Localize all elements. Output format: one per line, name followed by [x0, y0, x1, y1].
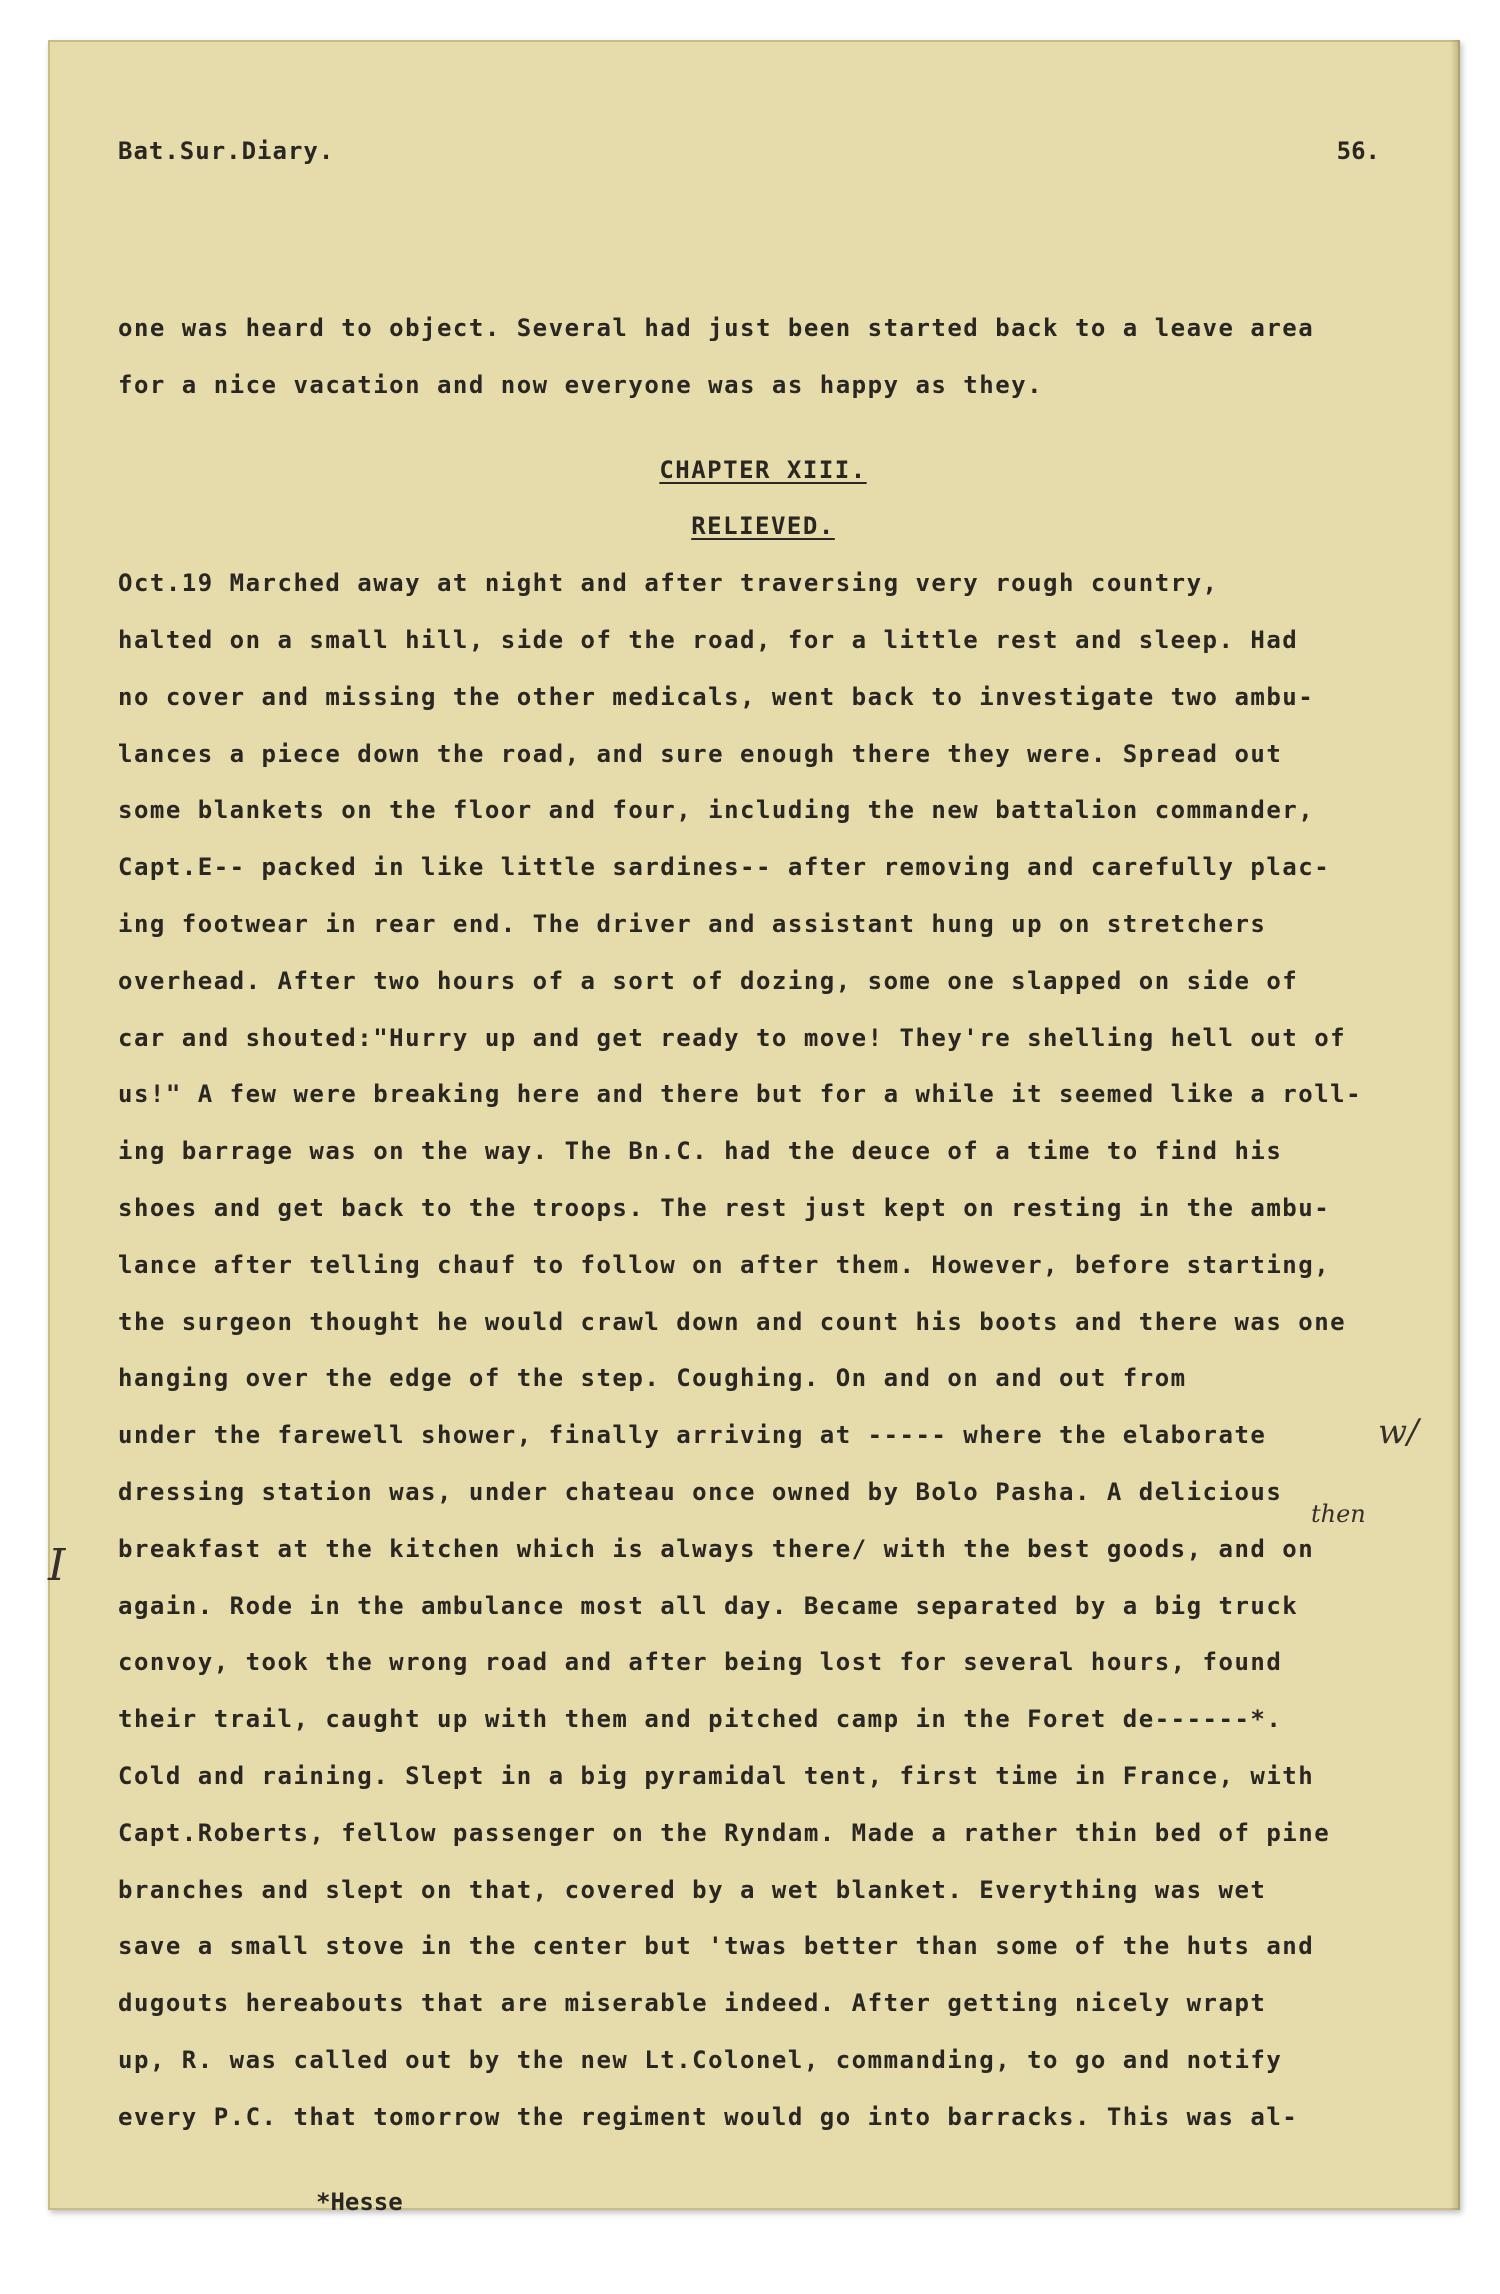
text-line: their trail, caught up with them and pitched camp in the Foret de------*. [118, 1705, 1283, 1734]
text-line: dressing station was, under chateau once owned by Bolo Pasha. A delicious [118, 1477, 1283, 1506]
text-line: shoes and get back to the troops. The rest just kept on resting in the ambu- [118, 1193, 1331, 1222]
text-line: lances a piece down the road, and sure enough there they were. Spread out [118, 739, 1283, 768]
text-line: convoy, took the wrong road and after being lost for several hours, found [118, 1648, 1283, 1677]
paragraph-gap [118, 414, 1408, 442]
running-header: Bat.Sur.Diary. [118, 137, 335, 165]
document-page [48, 40, 1460, 2216]
text-line: again. Rode in the ambulance most all day. Became separated by a big truck [118, 1591, 1299, 1620]
text-line: Oct.19 Marched away at night and after traversing very rough country, [118, 569, 1219, 598]
text-line: ing barrage was on the way. The Bn.C. had the deuce of a time to find his [118, 1137, 1283, 1166]
page-number: 56. [1336, 137, 1380, 165]
text-line: overhead. After two hours of a sort of dozing, some one slapped on side of [118, 966, 1299, 995]
text-line: halted on a small hill, side of the road, for a little rest and sleep. Had [118, 625, 1299, 654]
text-line: Capt.Roberts, fellow passenger on the Ryndam. Made a rather thin bed of pine [118, 1818, 1331, 1847]
text-line: the surgeon thought he would crawl down and count his boots and there was one [118, 1307, 1347, 1336]
text-line: one was heard to object. Several had just been started back to a leave area [118, 314, 1315, 342]
text-line: hanging over the edge of the step. Coughing. On and on and out from [118, 1364, 1187, 1393]
text-line: some blankets on the floor and four, including the new battalion commander, [118, 796, 1315, 825]
text-line: Cold and raining. Slept in a big pyramidal tent, first time in France, with [118, 1761, 1315, 1790]
footnote: *Hesse [316, 2188, 403, 2216]
text-line: car and shouted:"Hurry up and get ready to move! They're shelling hell out of [118, 1023, 1347, 1052]
text-line: up, R. was called out by the new Lt.Colonel, commanding, to go and notify [118, 2045, 1283, 2074]
chapter-title: RELIEVED. [691, 512, 835, 541]
text-line: breakfast at the kitchen which is always there/ with the best goods, and on [118, 1534, 1315, 1563]
text-line: every P.C. that tomorrow the regiment would go into barracks. This was al- [118, 2102, 1299, 2131]
text-line: lance after telling chauf to follow on after them. However, before starting, [118, 1250, 1331, 1279]
chapter-number: CHAPTER XIII. [659, 455, 867, 484]
handwritten-annotation: w/ [1378, 1412, 1419, 1452]
text-line: under the farewell shower, finally arriving at ----- where the elaborate [118, 1421, 1267, 1450]
text-line: ing footwear in rear end. The driver and assistant hung up on stretchers [118, 909, 1267, 938]
text-line: dugouts hereabouts that are miserable indeed. After getting nicely wrapt [118, 1989, 1267, 2018]
text-line: no cover and missing the other medicals, went back to investigate two ambu- [118, 682, 1315, 711]
handwritten-margin-mark: I [48, 1540, 66, 1591]
text-line: for a nice vacation and now everyone was as happy as they. [118, 370, 1044, 399]
handwritten-insertion: then [1311, 1500, 1366, 1528]
text-line: us!" A few were breaking here and there but for a while it seemed like a roll- [118, 1080, 1363, 1109]
text-line: save a small stove in the center but 'twas better than some of the huts and [118, 1932, 1315, 1961]
text-line: branches and slept on that, covered by a wet blanket. Everything was wet [118, 1875, 1267, 1904]
text-line: Capt.E-- packed in like little sardines-- after removing and carefully plac- [118, 853, 1331, 882]
diary-body [118, 300, 1408, 2146]
